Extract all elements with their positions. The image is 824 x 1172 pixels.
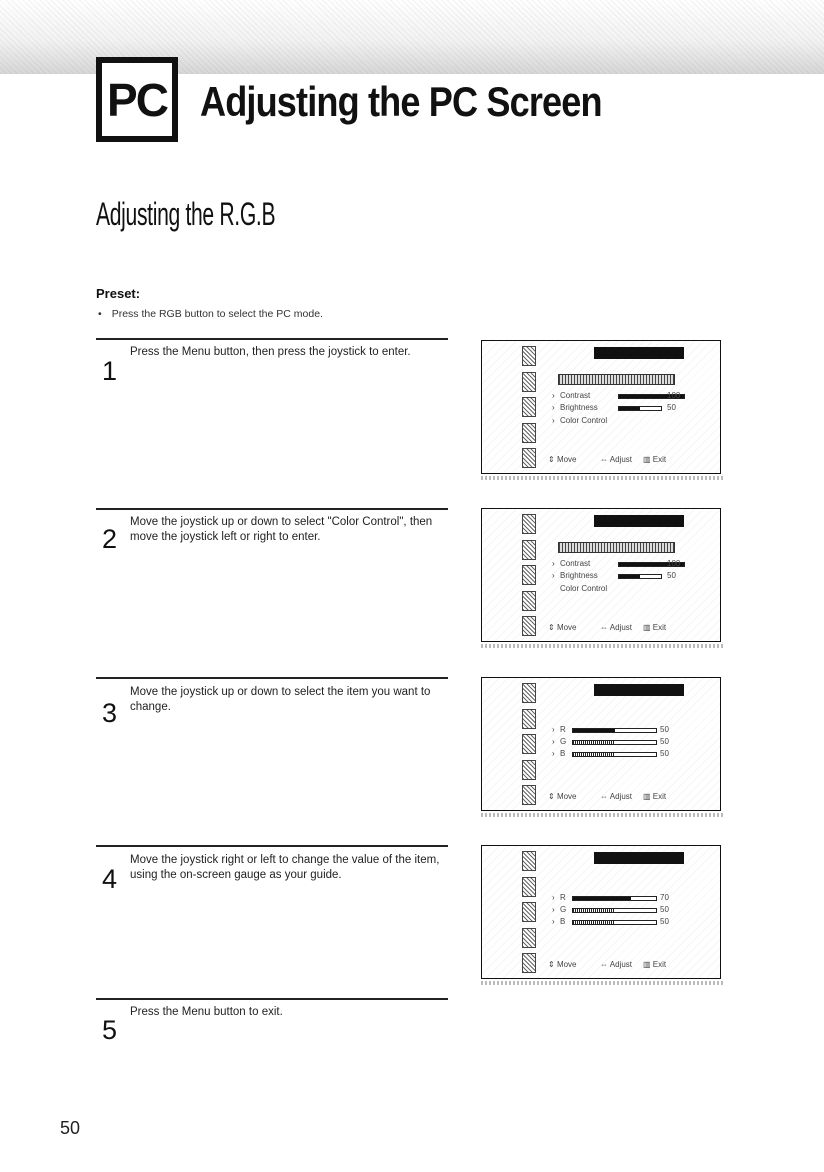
g-value: 50: [660, 737, 669, 746]
step-number: 3: [102, 698, 118, 728]
r-value: 70: [660, 893, 669, 902]
osd-tabs: [558, 542, 675, 553]
setup-menu-icon: [522, 928, 536, 948]
osd-screen-step2: [481, 508, 721, 642]
brightness-gauge: [618, 406, 662, 411]
osd-row-r: › R: [552, 893, 566, 902]
section-title: Adjusting the R.G.B: [96, 196, 276, 232]
step-text: Press the Menu button, then press the joystick to enter.: [130, 346, 411, 358]
setup-menu-icon: [522, 760, 536, 780]
osd-screen-step1: [481, 340, 721, 474]
step-number: 5: [102, 1015, 118, 1045]
step-divider: [96, 677, 448, 679]
preset-bullet-text: Press the RGB button to select the PC mode.: [111, 308, 323, 320]
r-gauge: [572, 896, 657, 901]
osd-footer-move: ⇕ Move: [548, 792, 577, 801]
input-menu-icon: [522, 785, 536, 805]
osd-row-b: › B: [552, 749, 566, 758]
b-value: 50: [660, 749, 669, 758]
input-menu-icon: [522, 953, 536, 973]
sound-menu-icon: [522, 709, 536, 729]
g-gauge: [572, 908, 657, 913]
picture-menu-icon: [522, 514, 536, 534]
osd-footer-move: ⇕ Move: [548, 623, 577, 632]
setup-menu-icon: [522, 423, 536, 443]
osd-row-color-control: › Color Control: [552, 416, 608, 425]
picture-menu-icon: [522, 346, 536, 366]
osd-screen-step3: [481, 677, 721, 811]
setup-menu-icon: [522, 591, 536, 611]
osd-title-bar: [594, 684, 684, 696]
channel-menu-icon: [522, 397, 536, 417]
osd-shadow: [481, 981, 723, 985]
step-number: 2: [102, 524, 118, 554]
pc-badge: [96, 57, 178, 142]
osd-footer-exit: ▥ Exit: [643, 455, 667, 464]
osd-footer-exit: ▥ Exit: [643, 960, 667, 969]
osd-menu-icons: [522, 851, 538, 973]
channel-menu-icon: [522, 734, 536, 754]
osd-menu-icons: [522, 514, 538, 636]
osd-menu-icons: [522, 683, 538, 805]
step-divider: [96, 998, 448, 1000]
step-text: Move the joystick up or down to select "Color Control", then move the joystick left or right to enter.: [130, 516, 433, 543]
brightness-value: 50: [667, 403, 676, 412]
osd-footer-adjust: ⇔ Adjust: [600, 623, 633, 632]
brightness-gauge: [618, 574, 662, 579]
step-number: 4: [102, 864, 118, 894]
brightness-value: 50: [667, 571, 676, 580]
b-value: 50: [660, 917, 669, 926]
osd-title-bar: [594, 515, 684, 527]
osd-menu-icons: [522, 346, 538, 468]
channel-menu-icon: [522, 902, 536, 922]
g-value: 50: [660, 905, 669, 914]
r-value: 50: [660, 725, 669, 734]
contrast-value: 100: [667, 559, 681, 568]
pc-badge-label: PC: [102, 63, 172, 136]
sound-menu-icon: [522, 372, 536, 392]
osd-row-g: › G: [552, 737, 567, 746]
step-text: Press the Menu button to exit.: [130, 1006, 283, 1018]
osd-row-brightness: › Brightness: [552, 571, 598, 580]
input-menu-icon: [522, 616, 536, 636]
osd-footer-exit: ▥ Exit: [643, 623, 667, 632]
osd-row-brightness: › Brightness: [552, 403, 598, 412]
osd-footer-adjust: ⇔ Adjust: [600, 455, 633, 464]
osd-screen-step4: [481, 845, 721, 979]
osd-footer-move: ⇕ Move: [548, 455, 577, 464]
step-divider: [96, 845, 448, 847]
osd-footer-adjust: ⇔ Adjust: [600, 960, 633, 969]
osd-shadow: [481, 476, 723, 480]
r-gauge: [572, 728, 657, 733]
step-number: 1: [102, 356, 118, 386]
osd-row-g: › G: [552, 905, 567, 914]
step-divider: [96, 508, 448, 510]
osd-footer-adjust: ⇔ Adjust: [600, 792, 633, 801]
preset-bullet: • Press the RGB button to select the PC mode.: [98, 308, 323, 320]
osd-row-b: › B: [552, 917, 566, 926]
osd-footer-exit: ▥ Exit: [643, 792, 667, 801]
b-gauge: [572, 752, 657, 757]
osd-row-contrast: › Contrast: [552, 559, 591, 568]
channel-menu-icon: [522, 565, 536, 585]
page-title: Adjusting the PC Screen: [200, 78, 602, 125]
osd-title-bar: [594, 347, 684, 359]
osd-row-r: › R: [552, 725, 566, 734]
b-gauge: [572, 920, 657, 925]
osd-tabs: [558, 374, 675, 385]
sound-menu-icon: [522, 540, 536, 560]
step-text: Move the joystick right or left to change the value of the item, using the on-screen gauge as your guide.: [130, 854, 440, 881]
sound-menu-icon: [522, 877, 536, 897]
picture-menu-icon: [522, 851, 536, 871]
preset-label: Preset:: [96, 286, 141, 301]
step-divider: [96, 338, 448, 340]
input-menu-icon: [522, 448, 536, 468]
osd-footer-move: ⇕ Move: [548, 960, 577, 969]
osd-shadow: [481, 644, 723, 648]
osd-shadow: [481, 813, 723, 817]
step-text: Move the joystick up or down to select the item you want to change.: [130, 686, 431, 713]
osd-title-bar: [594, 852, 684, 864]
osd-row-contrast: › Contrast: [552, 391, 591, 400]
picture-menu-icon: [522, 683, 536, 703]
g-gauge: [572, 740, 657, 745]
page-number: 50: [60, 1118, 81, 1138]
osd-row-color-control: Color Control: [560, 584, 608, 593]
contrast-value: 100: [667, 391, 681, 400]
